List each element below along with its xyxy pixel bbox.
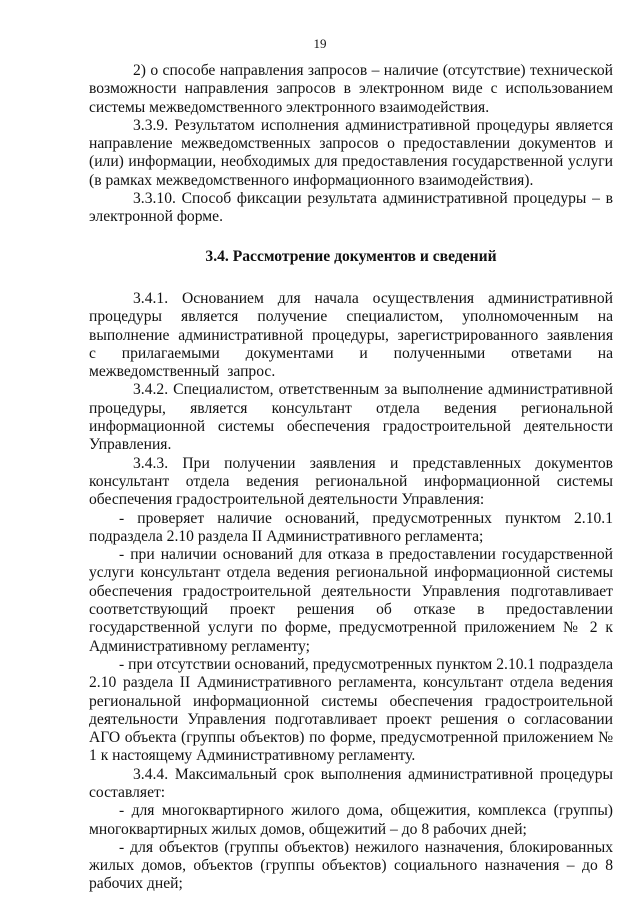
page-number: 19 (313, 36, 327, 51)
paragraph-3-4-1: 3.4.1. Основанием для начала осуществления административной процедуры является получение специалистом, уполномоченным на выполнение административной процедуры, зарегистрированного заявления с прилагаемыми документами и полученными ответами на межведомственный запрос. (89, 289, 613, 381)
paragraph-3-4-3: 3.4.3. При получении заявления и представленных документов консультант отдела ведения региональной информационной системы обеспечения градостроительной деятельности Управления: (89, 454, 613, 509)
list-item: - проверяет наличие оснований, предусмотренных пунктом 2.10.1 подраздела 2.10 раздела II Административного регламента; (89, 509, 613, 545)
paragraph-3-4-2: 3.4.2. Специалистом, ответственным за выполнение административной процедуры, является консультант отдела ведения региональной информационной системы обеспечения градостроительной деятельности Управления. (89, 381, 613, 454)
paragraph-request-method: 2) о способе направления запросов – наличие (отсутствие) технической возможности направления запросов в электронном виде с использованием системы межведомственного электронного взаимодействия. (89, 62, 613, 116)
list-item: - для объектов (группы объектов) нежилого назначения, блокированных жилых домов, объектов (группы объектов) социального назначения – до 8 рабочих дней; (89, 838, 613, 893)
section-heading: 3.4. Рассмотрение документов и сведений (205, 247, 497, 265)
document-body (89, 62, 613, 894)
paragraph-3-3-10: 3.3.10. Способ фиксации результата административной процедуры – в электронной форме. (89, 190, 613, 226)
list-item: - при наличии оснований для отказа в предоставлении государственной услуги консультант отдела ведения региональной информационной системы обеспечения градостроительной деятельности Управления подготавливает соответствующий проект решения об отказе в предоставлении государственной услуги по форме, предусмотренной приложением № 2 к Административному регламенту; (89, 546, 613, 655)
list-item: - для многоквартирного жилого дома, общежития, комплекса (группы) многоквартирных жилых домов, общежитий – до 8 рабочих дней; (89, 802, 613, 838)
list-item: - при отсутствии оснований, предусмотренных пунктом 2.10.1 подраздела 2.10 раздела II Административного регламента, консультант отдела ведения региональной информационной системы обеспечения градостроительной деятельности Управления подготавливает проект решения о согласовании АГО объекта (группы объектов) по форме, предусмотренной приложением № 1 к настоящему Административному регламенту. (89, 655, 613, 765)
paragraph-3-4-4: 3.4.4. Максимальный срок выполнения административной процедуры составляет: (89, 765, 613, 801)
paragraph-3-3-9: 3.3.9. Результатом исполнения административной процедуры является направление межведомственных запросов о предоставлении документов и (или) информации, необходимых для предоставления государственной услуги (в рамках межведомственного информационного взаимодействия). (89, 116, 613, 189)
